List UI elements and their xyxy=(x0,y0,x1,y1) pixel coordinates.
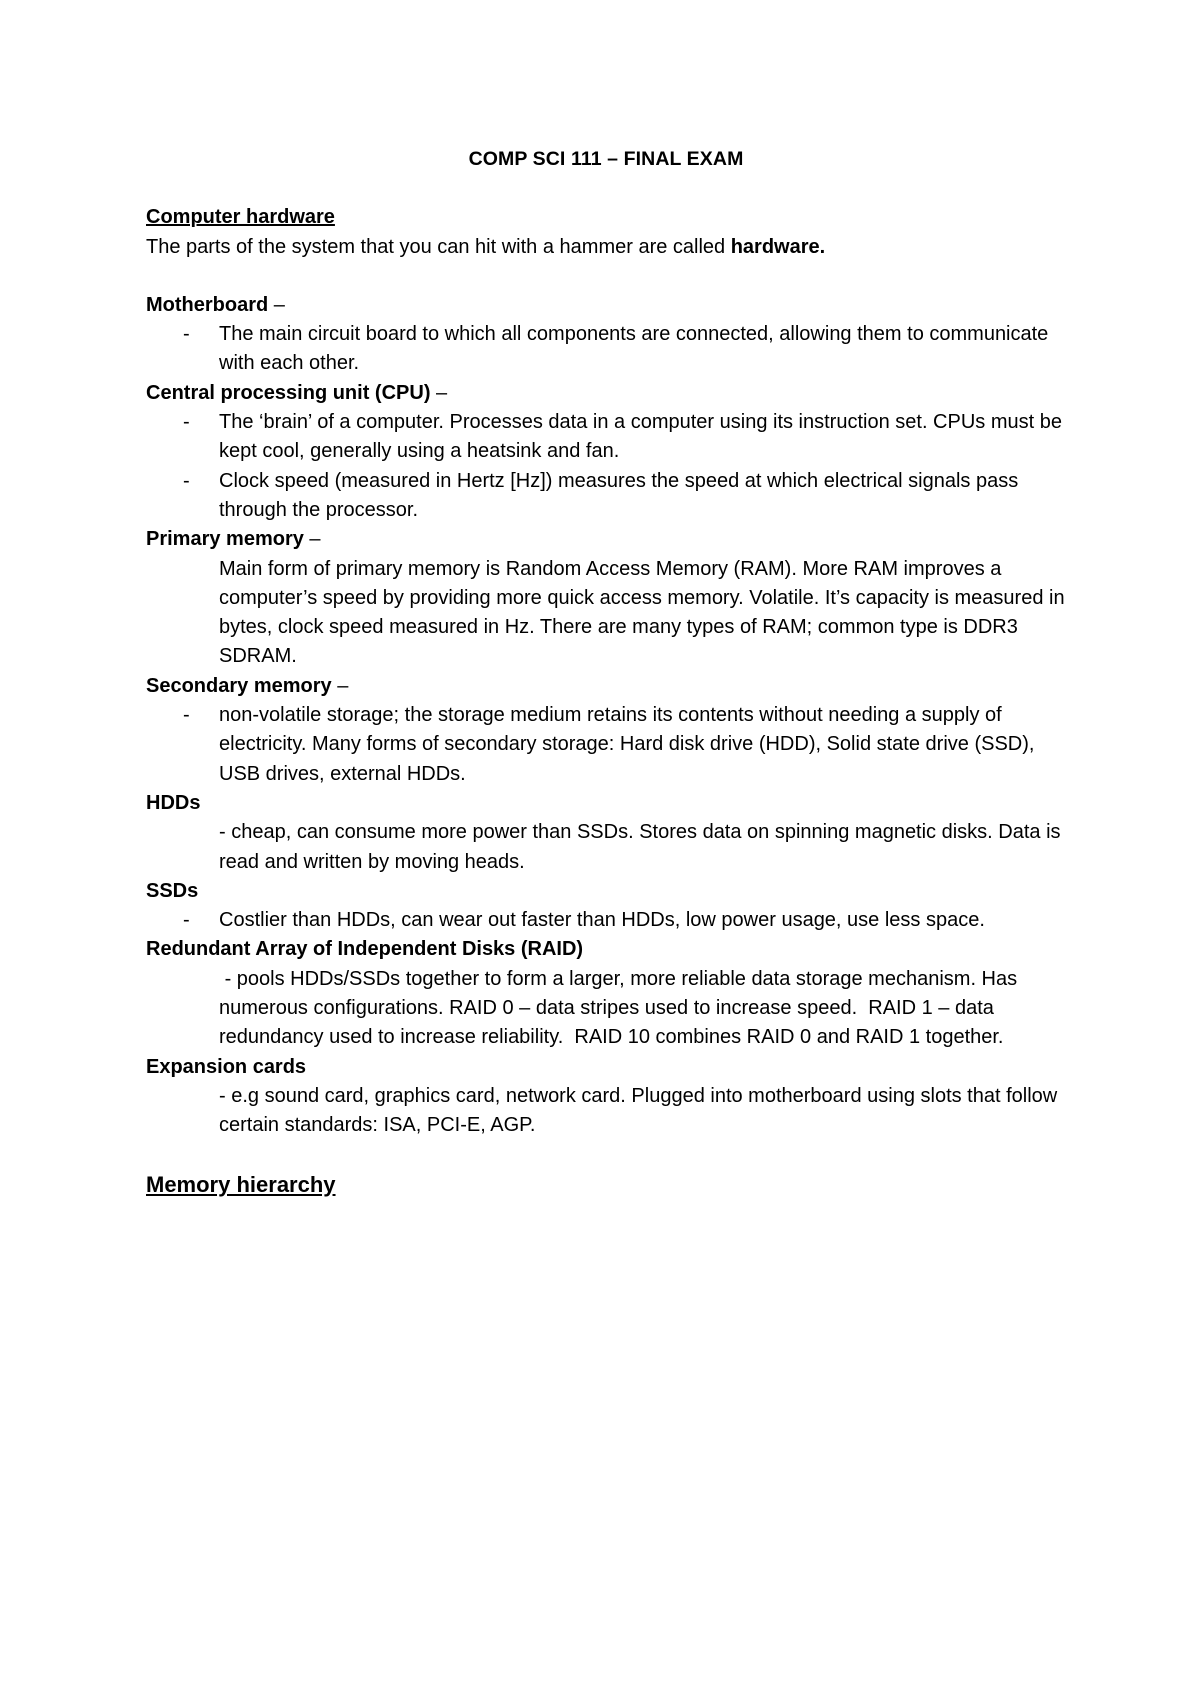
bullet-item xyxy=(146,701,1066,789)
term-dash: – xyxy=(303,528,321,551)
bullet-item xyxy=(146,408,1066,467)
intro-text: The parts of the system that you can hit with a hammer are called xyxy=(146,235,731,258)
bullet-marker: - xyxy=(183,909,190,932)
intro-paragraph xyxy=(146,233,1066,262)
term-dash: – xyxy=(331,674,349,697)
bullet-item xyxy=(146,320,1066,379)
primary-memory-text: Main form of primary memory is Random Access Memory (RAM). More RAM improves a computer’s speed by providing more quick access memory. Volatile. It’s capacity is measured in bytes, clock speed measured in Hz. There are many types of RAM; common type is DDR3 SDRAM. xyxy=(219,557,1065,668)
bullet-text: Clock speed (measured in Hertz [Hz]) measures the speed at which electrical signals pass through the processor. xyxy=(219,469,1019,521)
term-ssds: SSDs xyxy=(146,879,199,902)
section-heading-computer-hardware: Computer hardware xyxy=(146,206,335,229)
section-heading-memory-hierarchy: Memory hierarchy xyxy=(146,1171,336,1197)
term-expansion-cards: Expansion cards xyxy=(146,1055,307,1078)
bullet-marker: - xyxy=(183,704,190,727)
bullet-text: The main circuit board to which all components are connected, allowing them to communicate with each other. xyxy=(219,323,1049,375)
document-body xyxy=(146,145,1066,1199)
bullet-marker: - xyxy=(183,469,190,492)
bullet-text: The ‘brain’ of a computer. Processes data in a computer using its instruction set. CPUs must be kept cool, generally using a heatsink and fan. xyxy=(219,411,1062,463)
term-primary-memory xyxy=(146,525,1066,554)
bullet-marker: - xyxy=(183,323,190,346)
term-motherboard xyxy=(146,291,1066,320)
hdds-text: - cheap, can consume more power than SSDs. Stores data on spinning magnetic disks. Data is read and written by moving heads. xyxy=(219,821,1061,873)
term-cpu xyxy=(146,379,1066,408)
term-label: Secondary memory xyxy=(146,674,332,697)
bullet-text: Costlier than HDDs, can wear out faster than HDDs, low power usage, use less space. xyxy=(219,909,985,932)
term-raid: Redundant Array of Independent Disks (RAID) xyxy=(146,938,584,961)
document-title: COMP SCI 111 – FINAL EXAM xyxy=(468,148,744,170)
bullet-marker: - xyxy=(183,411,190,434)
term-dash: – xyxy=(430,381,448,404)
raid-text: - pools HDDs/SSDs together to form a larger, more reliable data storage mechanism. Has numerous configurations. RAID 0 – data stripes used to increase speed. RAID 1 – data redundancy used to increase reliability. RAID 10 combines RAID 0 and RAID 1 together. xyxy=(219,967,1023,1049)
spacer xyxy=(146,262,1066,291)
expansion-cards-text: - e.g sound card, graphics card, network card. Plugged into motherboard using slots that follow certain standards: ISA, PCI-E, AGP. xyxy=(219,1084,1058,1137)
term-secondary-memory xyxy=(146,672,1066,701)
bullet-text: non-volatile storage; the storage medium retains its contents without needing a supply of electricity. Many forms of secondary storage: Hard disk drive (HDD), Solid state drive (SSD), USB drives, external HDDs. xyxy=(219,704,1035,785)
bullet-item xyxy=(146,906,1066,935)
term-hdds: HDDs xyxy=(146,791,201,814)
term-label: Motherboard xyxy=(146,293,269,316)
term-label: Primary memory xyxy=(146,528,304,551)
bullet-item xyxy=(146,467,1066,526)
intro-bold-term: hardware. xyxy=(730,235,826,258)
term-dash: – xyxy=(268,293,285,316)
term-label: Central processing unit (CPU) xyxy=(146,381,431,404)
